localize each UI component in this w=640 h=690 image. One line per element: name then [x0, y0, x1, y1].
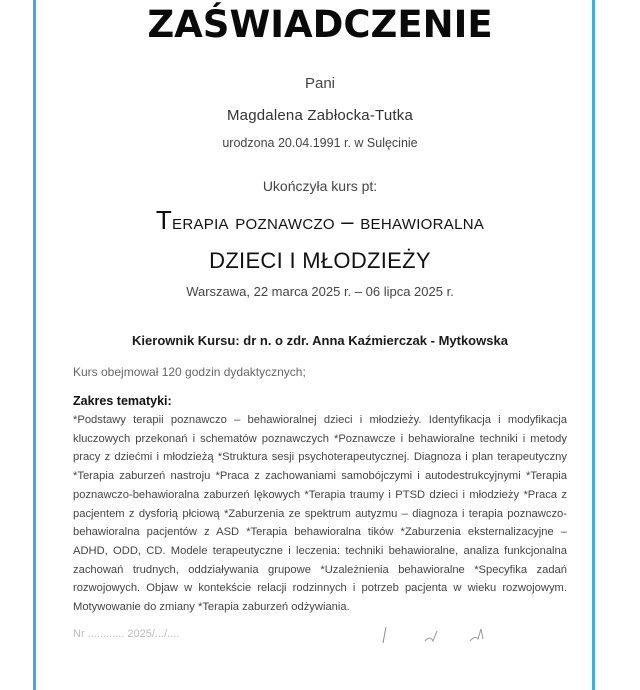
course-title-line-1	[0, 205, 640, 236]
completed-label: Ukończyła kurs pt:	[262, 178, 378, 194]
signature-icon	[375, 625, 505, 645]
recipient-name: Magdalena Zabłocka-Tutka	[226, 107, 413, 124]
certificate-number: Nr ............ 2025/.../....	[73, 628, 180, 640]
certificate-title: ZAŚWIADCZENIE	[147, 3, 493, 46]
course-title-line-2: DZIECI I MŁODZIEŻY	[209, 248, 431, 273]
salutation: Pani	[304, 75, 336, 92]
birth-info: urodzona 20.04.1991 r. w Sulęcinie	[222, 136, 418, 150]
course-dates: Warszawa, 22 marca 2025 r. – 06 lipca 2025 r.	[186, 284, 454, 299]
scope-label: Zakres tematyki:	[73, 394, 172, 408]
course-hours: Kurs obejmował 120 godzin dydaktycznych;	[73, 365, 306, 379]
scope-text: *Podstawy terapii poznawczo – behawioralnej dzieci i młodzieży. Identyfikacja i modyfikacja kluczowych przekonań i schematów poznawczych *Poznawcze i behawioralne techniki i metody pracy z dziećmi i młodzieżą *Struktura sesji psychoterapeutycznej. Diagnoza i plan terapeutyczny *Terapia zaburzeń nastroju *Praca z zachowaniami samobójczymi i autodestrukcyjnymi *Terapia poznawczo-behawioralna zaburzeń lękowych *Terapia traumy i PTSD dzieci i młodzieży *Praca z pacjentem z dysforią płciową *Zaburzenia ze spektrum autyzmu – diagnoza i terapia poznawczo-behawioralna pacjentów z ASD *Terapia behawioralna tików *Zaburzenia eksternalizacyjne – ADHD, ODD, CD. Modele terapeutyczne i leczenia: techniki behawioralne, analiza funkcjonalna zachowań trudnych, oddziaływania grupowe *Uzależnienia behawioralne *Specyfika zadań rozwojowych. Objaw w kontekście relacji rodzinnych i potrzeb pacjenta w wieku rozwojowym. Motywowanie do zmiany *Terapia zaburzeń odżywiania.	[73, 414, 567, 614]
course-title-rest: erapia poznawczo – behawioralna	[172, 209, 485, 234]
course-director: Kierownik Kursu: dr n. o zdr. Anna Kaźmierczak - Mytkowska	[132, 333, 508, 348]
course-title-initial: T	[155, 205, 173, 235]
